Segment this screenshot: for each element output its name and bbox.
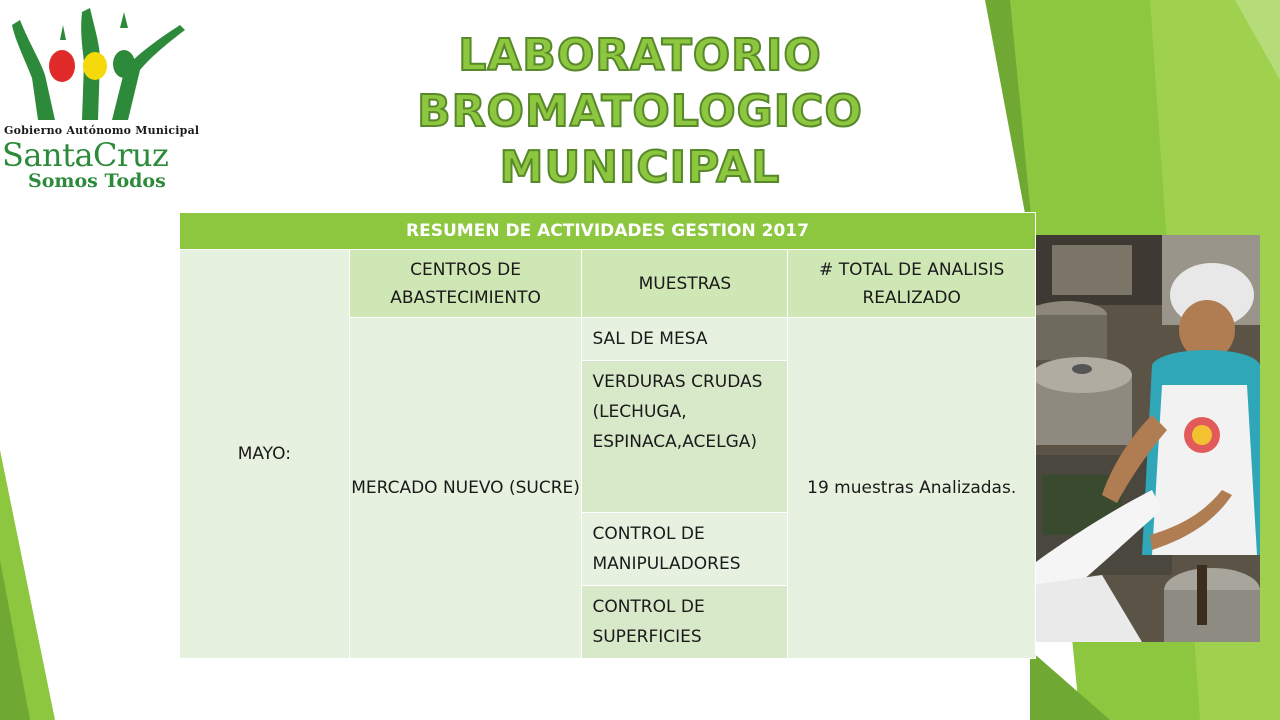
logo-slogan-text: Somos Todos — [28, 170, 166, 192]
logo-figures-icon — [0, 0, 200, 125]
total-analysis-cell: 19 muestras Analizadas. — [788, 318, 1036, 659]
title-line-2: MUNICIPAL — [499, 142, 781, 193]
sample-cell: VERDURAS CRUDAS (LECHUGA, ESPINACA,ACELGA) — [582, 361, 788, 513]
title-line-1: LABORATORIO BROMATOLOGICO — [417, 30, 863, 137]
photo-illustration — [1032, 235, 1260, 642]
column-header-centers: CENTROS DE ABASTECIMIENTO — [349, 250, 582, 318]
table-title: RESUMEN DE ACTIVIDADES GESTION 2017 — [180, 213, 1036, 250]
table-header-row — [180, 213, 1036, 250]
month-cell: MAYO: — [180, 250, 350, 659]
column-header-row — [180, 250, 1036, 318]
logo-government-text: Gobierno Autónomo Municipal — [4, 124, 200, 137]
sample-cell: CONTROL DE MANIPULADORES — [582, 513, 788, 586]
activity-summary-table — [179, 212, 1036, 659]
sample-cell: SAL DE MESA — [582, 318, 788, 361]
column-header-total: # TOTAL DE ANALISIS REALIZADO — [788, 250, 1036, 318]
page-title — [230, 28, 1050, 196]
lab-worker-photo — [1032, 235, 1260, 642]
column-header-samples: MUESTRAS — [582, 250, 788, 318]
municipal-logo — [0, 0, 200, 200]
logo-city-text: SantaCruz — [2, 136, 169, 174]
market-cell: MERCADO NUEVO (SUCRE) — [349, 318, 582, 659]
sample-cell: CONTROL DE SUPERFICIES — [582, 586, 788, 659]
